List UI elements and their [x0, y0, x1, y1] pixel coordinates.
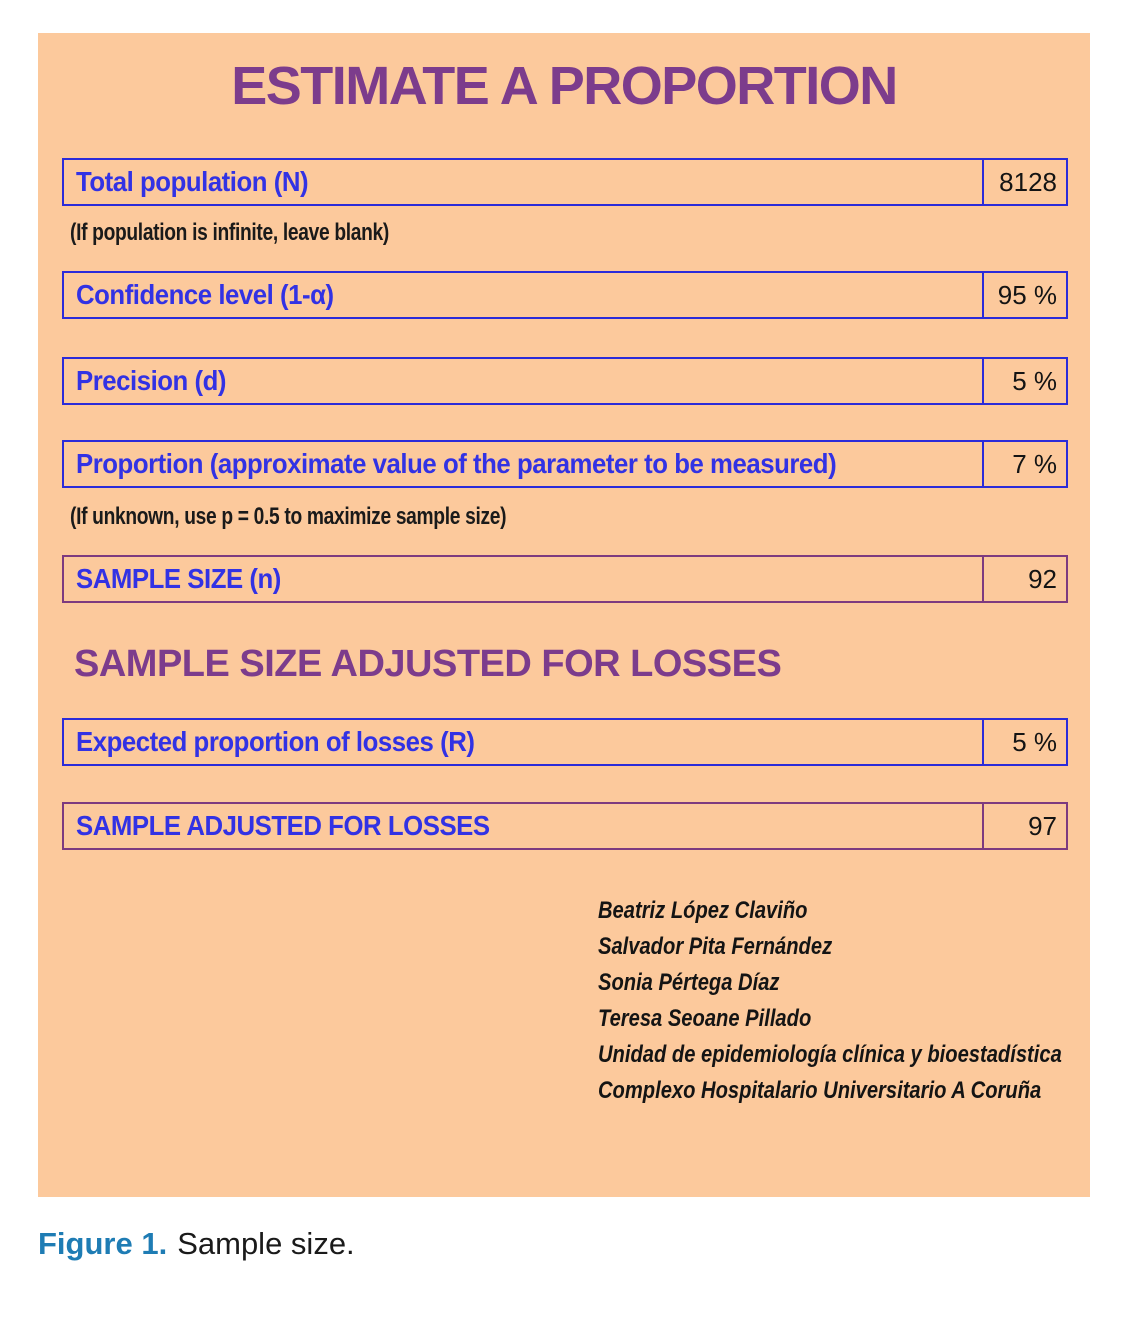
credit-line: Unidad de epidemiología clínica y bioestadística [598, 1041, 1062, 1068]
page-title: ESTIMATE A PROPORTION [231, 56, 897, 116]
proportion-label: Proportion (approximate value of the parameter to be measured) [76, 448, 837, 479]
credit-line: Salvador Pita Fernández [598, 933, 833, 960]
total-population-label: Total population (N) [76, 166, 309, 197]
section-title-adjusted-for-losses: SAMPLE SIZE ADJUSTED FOR LOSSES [74, 643, 782, 685]
field-row-confidence-level [62, 271, 1068, 319]
field-row-precision [62, 357, 1068, 405]
total-population-note: (If population is infinite, leave blank) [70, 219, 389, 246]
credit-line: Complexo Hospitalario Universitario A Coruña [598, 1077, 1042, 1104]
credits-block [598, 893, 1062, 1109]
figure-caption-number: Figure 1. [38, 1226, 168, 1261]
field-row-proportion [62, 440, 1068, 488]
field-row-expected-losses [62, 718, 1068, 766]
credit-line: Sonia Pértega Díaz [598, 969, 780, 996]
sample-adjusted-label: SAMPLE ADJUSTED FOR LOSSES [76, 810, 490, 841]
proportion-input[interactable]: 7 % [982, 442, 1066, 486]
sample-size-value: 92 [982, 557, 1066, 601]
figure-caption [38, 1226, 355, 1262]
credit-line: Teresa Seoane Pillado [598, 1005, 812, 1032]
credit-line: Beatriz López Claviño [598, 897, 808, 924]
proportion-note: (If unknown, use p = 0.5 to maximize sample size) [70, 503, 507, 530]
figure-caption-text: Sample size. [177, 1226, 355, 1261]
sample-adjusted-value: 97 [982, 804, 1066, 848]
sample-size-label: SAMPLE SIZE (n) [76, 563, 281, 594]
precision-input[interactable]: 5 % [982, 359, 1066, 403]
confidence-level-input[interactable]: 95 % [982, 273, 1066, 317]
precision-label: Precision (d) [76, 365, 227, 396]
result-row-sample-size [62, 555, 1068, 603]
expected-losses-label: Expected proportion of losses (R) [76, 726, 475, 757]
expected-losses-input[interactable]: 5 % [982, 720, 1066, 764]
confidence-level-label: Confidence level (1-α) [76, 279, 334, 310]
total-population-input[interactable]: 8128 [982, 160, 1066, 204]
field-row-total-population [62, 158, 1068, 206]
result-row-sample-adjusted [62, 802, 1068, 850]
calculator-panel [38, 33, 1090, 1197]
